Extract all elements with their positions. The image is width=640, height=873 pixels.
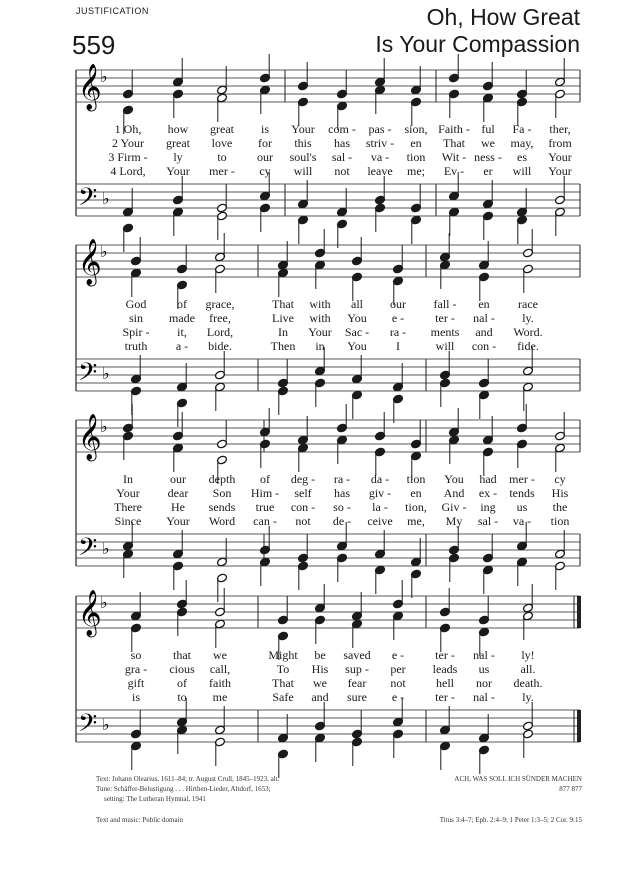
lyric-line <box>0 164 640 178</box>
lyric-syllable: 1 Oh, <box>114 122 142 136</box>
lyric-syllable: we <box>313 676 327 690</box>
lyric-syllable: gra - <box>124 662 148 676</box>
hymn-title-line-2: Is Your Compassion <box>375 31 580 57</box>
lyric-syllable: ceive <box>367 514 393 528</box>
lyric-syllable: bide. <box>208 339 232 353</box>
lyric-syllable: true <box>255 500 275 514</box>
lyric-syllable: love <box>211 136 233 150</box>
lyric-syllable: cy <box>259 164 271 178</box>
lyric-syllable: Your <box>291 122 315 136</box>
lyric-syllable: Sac - <box>344 325 370 339</box>
lyric-syllable: Spir - <box>122 325 150 339</box>
lyric-syllable: saved <box>343 648 371 662</box>
lyric-syllable: is <box>131 690 141 704</box>
lyric-syllable: soul's <box>289 150 317 164</box>
lyric-syllable: of <box>260 472 270 486</box>
lyric-syllable: Your <box>116 486 140 500</box>
lyric-syllable: the <box>552 500 568 514</box>
lyric-syllable: ly <box>173 150 183 164</box>
lyric-syllable: That <box>272 676 294 690</box>
lyric-syllable: cious <box>169 662 195 676</box>
lyric-syllable: mer - <box>509 472 535 486</box>
lyric-syllable: with <box>309 297 331 311</box>
lyric-syllable: sure <box>347 690 367 704</box>
lyric-line <box>0 150 640 164</box>
lyric-syllable: ly! <box>521 648 535 662</box>
lyric-syllable: sends <box>208 500 236 514</box>
lyric-syllable: me; <box>407 164 425 178</box>
lyric-syllable: ra - <box>333 472 351 486</box>
lyric-line <box>0 500 640 514</box>
lyric-syllable: had <box>479 472 497 486</box>
tune-credit: Tune: Schäffer-Belustigung . . . Hirthen-Lieder, Altdorf, 1653; <box>96 785 271 793</box>
lyric-syllable: me, <box>407 514 425 528</box>
lyric-syllable: Son <box>212 486 232 500</box>
lyric-syllable: with <box>309 311 331 325</box>
treble-clef: 𝄞 <box>78 414 102 460</box>
lyric-syllable: 3 Firm - <box>108 150 148 164</box>
lyric-syllable: that <box>173 648 191 662</box>
lyric-syllable: Faith - <box>438 122 470 136</box>
lyric-syllable: In <box>123 472 133 486</box>
lyric-syllable: tion, <box>405 500 427 514</box>
lyric-syllable: Word <box>208 514 236 528</box>
lyric-syllable: death. <box>513 676 543 690</box>
lyric-syllable: Him - <box>250 486 280 500</box>
lyric-syllable: Live <box>272 311 294 325</box>
flat-key-signature: ♭ <box>102 364 110 383</box>
lyric-syllable: not <box>390 676 406 690</box>
flat-key-signature: ♭ <box>100 242 108 261</box>
lyric-syllable: our <box>257 150 273 164</box>
lyric-syllable: Might <box>268 648 298 662</box>
lyric-syllable: free, <box>209 311 231 325</box>
lyric-syllable: ful <box>481 122 495 136</box>
lyric-syllable: com - <box>328 122 356 136</box>
lyric-line <box>0 676 640 690</box>
lyric-syllable: ter - <box>435 690 455 704</box>
lyric-syllable: la - <box>372 500 388 514</box>
lyric-syllable: con - <box>471 339 497 353</box>
lyric-syllable: That <box>272 297 294 311</box>
lyric-syllable: striv - <box>365 136 395 150</box>
lyric-syllable: all <box>351 297 363 311</box>
hymn-number: 559 <box>72 30 116 60</box>
lyric-syllable: You <box>444 472 464 486</box>
lyric-syllable: He <box>171 500 185 514</box>
lyric-syllable: call, <box>209 662 231 676</box>
lyric-syllable: not <box>295 514 311 528</box>
credits <box>96 774 279 804</box>
flat-key-signature: ♭ <box>102 189 110 208</box>
lyric-syllable: ments <box>430 325 460 339</box>
lyric-syllable: ly. <box>522 311 534 325</box>
lyric-line <box>0 311 640 325</box>
flat-key-signature: ♭ <box>102 715 110 734</box>
lyric-syllable: giv - <box>368 486 392 500</box>
lyric-syllable: per <box>390 662 406 676</box>
lyric-syllable: ter - <box>435 311 455 325</box>
lyric-syllable: ter - <box>435 648 455 662</box>
lyric-syllable: me <box>212 690 228 704</box>
lyric-syllable: to <box>177 690 187 704</box>
lyric-syllable: will <box>512 164 532 178</box>
lyric-line <box>0 136 640 150</box>
lyric-syllable: Your <box>166 164 190 178</box>
lyric-syllable: grace, <box>205 297 235 311</box>
lyric-syllable: You <box>347 311 367 325</box>
lyric-syllable: His <box>311 662 329 676</box>
lyric-syllable: There <box>114 500 142 514</box>
lyric-syllable: Your <box>548 164 572 178</box>
lyric-syllable: leads <box>432 662 458 676</box>
lyric-syllable: nor <box>476 676 492 690</box>
lyric-syllable: va - <box>370 150 390 164</box>
public-domain-notice: Text and music: Public domain <box>96 816 183 824</box>
lyric-syllable: Ev - <box>443 164 465 178</box>
lyric-syllable: ness - <box>474 150 502 164</box>
lyric-syllable: so <box>130 648 142 662</box>
lyric-syllable: all. <box>520 662 536 676</box>
lyric-syllable: To <box>276 662 290 676</box>
lyric-syllable: self <box>294 486 312 500</box>
lyric-syllable: Fa - <box>512 122 532 136</box>
bass-clef: 𝄢 <box>78 358 98 393</box>
lyric-syllable: You <box>347 339 367 353</box>
lyric-syllable: I <box>396 339 400 353</box>
lyric-syllable: tion <box>406 472 426 486</box>
lyric-line <box>0 514 640 528</box>
treble-clef: 𝄞 <box>78 64 102 110</box>
bass-clef: 𝄢 <box>78 183 98 218</box>
lyric-line <box>0 339 640 353</box>
lyric-syllable: made <box>169 311 195 325</box>
lyric-syllable: we <box>213 648 227 662</box>
lyric-syllable: hell <box>436 676 454 690</box>
setting-credit: setting: The Lutheran Hymnal, 1941 <box>104 795 206 803</box>
lyric-syllable: to <box>217 150 227 164</box>
lyric-syllable: tends <box>509 486 535 500</box>
lyric-syllable: Then <box>270 339 296 353</box>
lyric-syllable: er <box>483 164 493 178</box>
lyric-syllable: faith <box>209 676 231 690</box>
lyric-syllable: sal - <box>331 150 353 164</box>
lyric-syllable: can - <box>253 514 277 528</box>
flat-key-signature: ♭ <box>102 539 110 558</box>
lyric-syllable: a - <box>175 339 189 353</box>
lyric-syllable: cy <box>554 472 566 486</box>
lyric-line <box>0 122 640 136</box>
lyric-syllable: dear <box>167 486 189 500</box>
lyric-syllable: Wit - <box>441 150 467 164</box>
lyric-syllable: en <box>410 486 422 500</box>
lyric-syllable: fall - <box>433 297 457 311</box>
lyric-syllable: mer - <box>209 164 235 178</box>
lyric-syllable: va - <box>512 514 532 528</box>
lyric-syllable: of <box>177 676 187 690</box>
lyric-syllable: sal - <box>477 514 499 528</box>
lyric-syllable: fide. <box>517 339 539 353</box>
lyric-syllable: and <box>475 325 493 339</box>
lyric-syllable: ex - <box>478 486 498 500</box>
lyric-syllable: leave <box>367 164 393 178</box>
lyric-syllable: Since <box>114 514 142 528</box>
hymn-title-line-1: Oh, How Great <box>426 4 580 30</box>
lyric-syllable: will <box>435 339 455 353</box>
lyric-syllable: 2 Your <box>111 136 145 150</box>
lyric-syllable: e - <box>391 690 405 704</box>
lyric-syllable: our <box>170 472 186 486</box>
lyric-syllable: will <box>293 164 313 178</box>
treble-clef: 𝄞 <box>78 590 102 636</box>
lyric-syllable: 4 Lord, <box>110 164 146 178</box>
lyric-syllable: race <box>518 297 538 311</box>
bass-clef: 𝄢 <box>78 533 98 568</box>
lyric-line <box>0 690 640 704</box>
lyric-syllable: pas - <box>368 122 392 136</box>
lyric-syllable: da - <box>370 472 390 486</box>
bass-clef: 𝄢 <box>78 709 98 744</box>
lyric-line <box>0 297 640 311</box>
lyric-syllable: so - <box>333 500 351 514</box>
meter: 877 877 <box>559 785 582 793</box>
lyric-syllable: sion, <box>404 122 428 136</box>
lyric-line <box>0 325 640 339</box>
lyric-syllable: us <box>478 662 490 676</box>
lyric-syllable: gift <box>127 676 145 690</box>
lyric-syllable: our <box>390 297 406 311</box>
lyric-syllable: from <box>548 136 572 150</box>
lyric-syllable: depth <box>208 472 236 486</box>
lyric-syllable: es <box>517 150 527 164</box>
lyric-syllable: God <box>125 297 147 311</box>
lyric-syllable: fear <box>347 676 367 690</box>
lyric-syllable: en <box>478 297 490 311</box>
tune-name: ACH, WAS SOLL ICH SÜNDER MACHEN <box>454 775 582 783</box>
lyric-syllable: tion <box>406 150 426 164</box>
lyric-syllable: Your <box>166 514 190 528</box>
lyric-syllable: great <box>166 136 190 150</box>
lyric-syllable: it, <box>177 325 187 339</box>
lyric-syllable: Giv - <box>441 500 467 514</box>
lyric-syllable: truth <box>124 339 148 353</box>
lyric-syllable: ther, <box>549 122 571 136</box>
lyric-syllable: In <box>278 325 288 339</box>
lyric-syllable: us <box>516 500 528 514</box>
lyric-syllable: great <box>210 122 234 136</box>
lyric-syllable: of <box>177 297 187 311</box>
lyric-line <box>0 472 640 486</box>
lyric-syllable: not <box>334 164 350 178</box>
lyric-syllable: sin <box>128 311 144 325</box>
lyric-syllable: nal - <box>473 311 495 325</box>
lyric-syllable: Your <box>548 150 572 164</box>
treble-clef: 𝄞 <box>78 239 102 285</box>
lyric-syllable: Word. <box>513 325 543 339</box>
lyric-syllable: con - <box>290 500 316 514</box>
lyric-syllable: be <box>314 648 326 662</box>
final-bar-thick <box>577 710 581 742</box>
lyric-syllable: Lord, <box>206 325 234 339</box>
lyric-line <box>0 486 640 500</box>
lyric-syllable: His <box>551 486 569 500</box>
lyric-syllable: nal - <box>473 648 495 662</box>
lyric-syllable: e - <box>391 311 405 325</box>
lyric-syllable: And <box>443 486 465 500</box>
lyric-syllable: is <box>260 122 270 136</box>
lyric-line <box>0 662 640 676</box>
lyric-syllable: Your <box>308 325 332 339</box>
lyric-syllable: My <box>445 514 463 528</box>
lyric-syllable: deg - <box>290 472 316 486</box>
lyric-syllable: and <box>311 690 329 704</box>
lyric-syllable: how <box>167 122 189 136</box>
lyric-syllable: ing <box>480 500 496 514</box>
lyric-line <box>0 648 640 662</box>
final-bar-thick <box>577 596 581 628</box>
lyric-syllable: ra - <box>389 325 407 339</box>
lyric-syllable: may, <box>510 136 534 150</box>
lyric-syllable: in <box>315 339 325 353</box>
lyric-syllable: de - <box>332 514 352 528</box>
lyric-syllable: That <box>443 136 465 150</box>
lyric-syllable: Safe <box>272 690 294 704</box>
lyric-syllable: ly. <box>522 690 534 704</box>
lyric-syllable: tion <box>550 514 570 528</box>
lyric-syllable: has <box>334 486 350 500</box>
lyric-syllable: en <box>410 136 422 150</box>
flat-key-signature: ♭ <box>100 417 108 436</box>
lyric-syllable: sup - <box>345 662 369 676</box>
lyric-syllable: this <box>294 136 312 150</box>
text-credit: Text: Johann Olearius, 1611–84; tr. August Crull, 1845–1923, alt. <box>96 775 280 783</box>
lyric-syllable: has <box>334 136 350 150</box>
lyric-syllable: e - <box>391 648 405 662</box>
section-label: JUSTIFICATION <box>76 6 149 16</box>
flat-key-signature: ♭ <box>100 67 108 86</box>
lyric-syllable: nal - <box>473 690 495 704</box>
scripture-references: Titus 3:4–7; Eph. 2:4–9; 1 Peter 1:3–5; 2 Cor. 9:15 <box>439 816 582 824</box>
flat-key-signature: ♭ <box>100 593 108 612</box>
lyric-syllable: we <box>481 136 495 150</box>
lyric-syllable: for <box>258 136 272 150</box>
